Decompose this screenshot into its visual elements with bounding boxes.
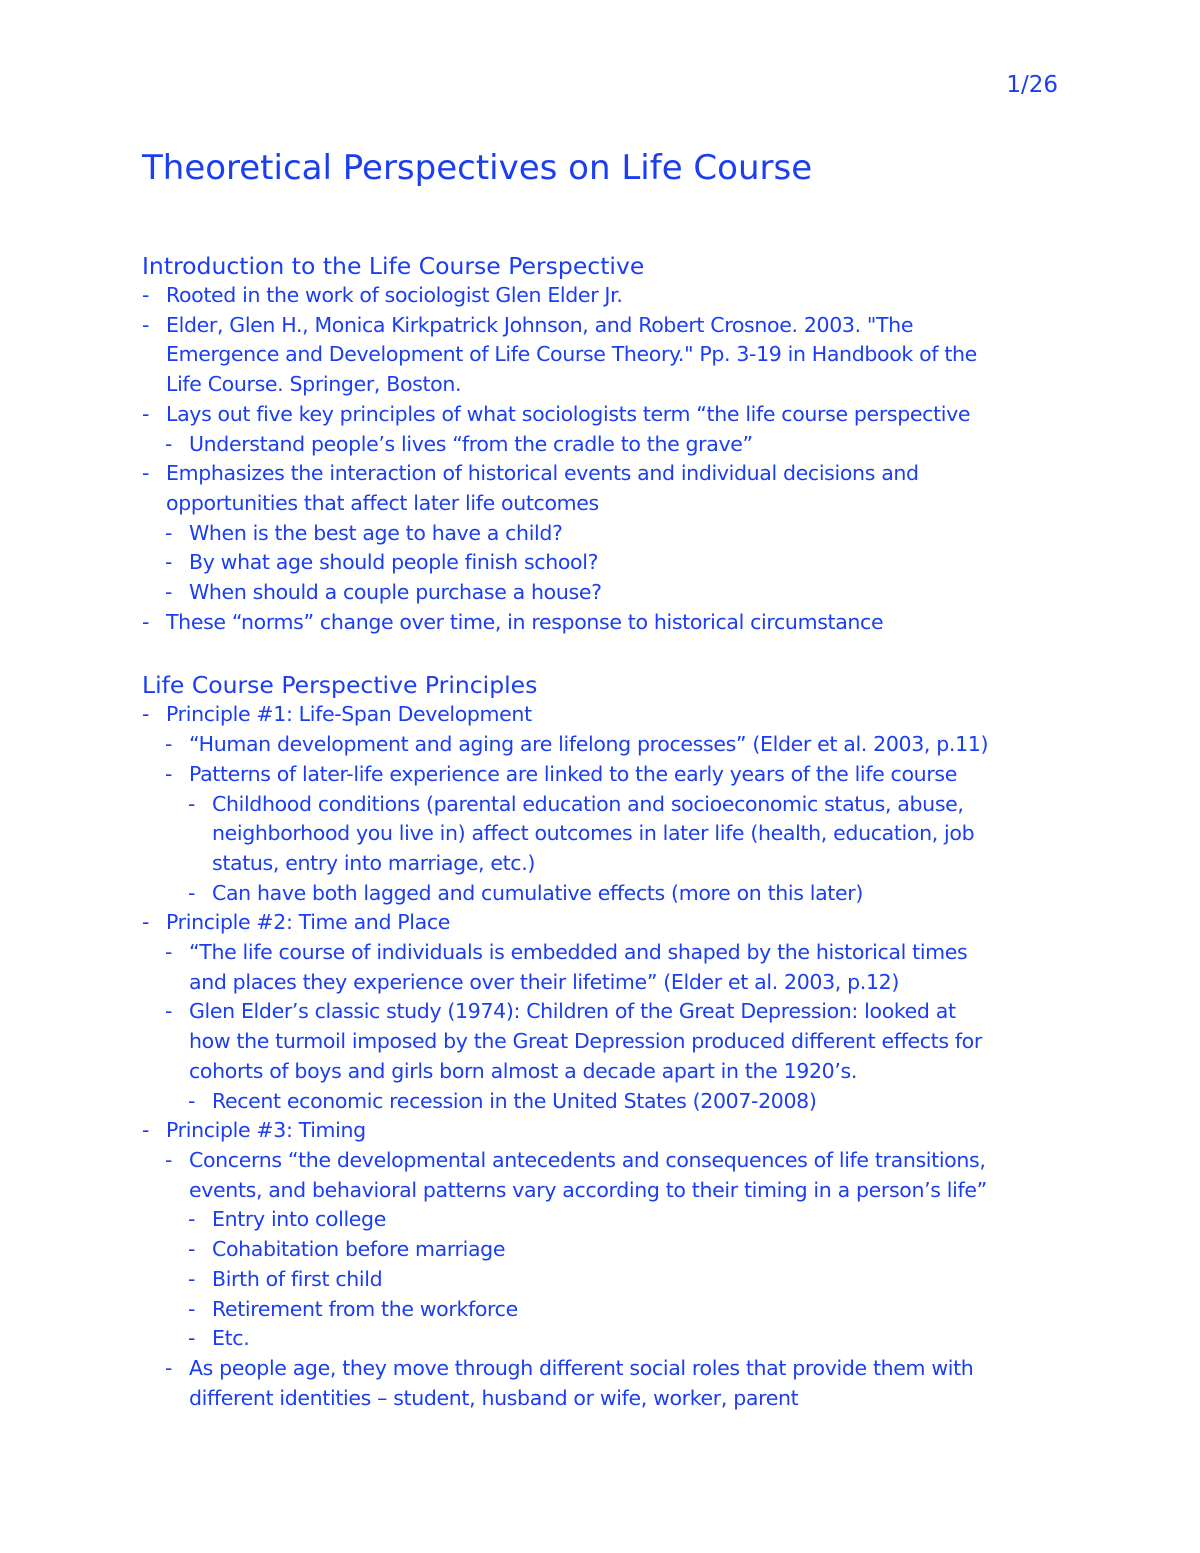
bullet-item (142, 1324, 1062, 1354)
bullet-line: how the turmoil imposed by the Great Depression produced different effects for (189, 1029, 982, 1054)
bullet-line: - Cohabitation before marriage (212, 1237, 506, 1262)
bullet-line: and places they experience over their lifetime” (Elder et al. 2003, p.12) (189, 969, 899, 994)
section-heading: Life Course Perspective Principles (142, 671, 538, 700)
bullet-line: - Birth of first child (212, 1266, 383, 1291)
bullet-line: - By what age should people finish school? (189, 550, 599, 575)
bullet-line: - Etc. (212, 1326, 250, 1351)
bullet-line: - When should a couple purchase a house? (189, 580, 602, 605)
bullet-line: - Elder, Glen H., Monica Kirkpatrick Johnson, and Robert Crosnoe. 2003. "The (166, 312, 914, 337)
bullet-list (142, 700, 1062, 1413)
bullet-item (142, 548, 1062, 578)
bullet-line: events, and behavioral patterns vary according to their timing in a person’s life” (189, 1177, 987, 1202)
bullet-line: - “The life course of individuals is embedded and shaped by the historical times (189, 940, 968, 965)
bullet-line: - Rooted in the work of sociologist Glen Elder Jr. (166, 283, 623, 307)
bullet-line: Life Course. Springer, Boston. (166, 372, 462, 397)
bullet-item (142, 1265, 1062, 1295)
bullet-item (142, 879, 1062, 909)
bullet-line: opportunities that affect later life outcomes (166, 490, 599, 515)
bullet-line: - Understand people’s lives “from the cradle to the grave” (189, 431, 753, 456)
bullet-line: status, entry into marriage, etc.) (212, 850, 536, 875)
bullet-line: Emergence and Development of Life Course Theory." Pp. 3-19 in Handbook of the (166, 342, 977, 367)
bullet-item (142, 700, 1062, 730)
bullet-item (142, 938, 1062, 997)
bullet-item (142, 430, 1062, 460)
bullet-line: cohorts of boys and girls born almost a decade apart in the 1920’s. (189, 1058, 858, 1083)
bullet-line: - When is the best age to have a child? (189, 520, 563, 545)
bullet-line: different identities – student, husband or wife, worker, parent (189, 1385, 799, 1410)
bullet-line: - These “norms” change over time, in response to historical circumstance (166, 609, 884, 634)
bullet-item (142, 1235, 1062, 1265)
bullet-item (142, 760, 1062, 790)
bullet-item (142, 1116, 1062, 1146)
bullet-line: - Childhood conditions (parental education and socioeconomic status, abuse, (212, 791, 964, 816)
bullet-item (142, 281, 1062, 311)
bullet-item (142, 519, 1062, 549)
bullet-line: - Recent economic recession in the United States (2007-2008) (212, 1088, 817, 1113)
bullet-line: - As people age, they move through different social roles that provide them with (189, 1355, 974, 1380)
bullet-line: - Entry into college (212, 1207, 386, 1232)
bullet-item (142, 730, 1062, 760)
bullet-line: - Glen Elder’s classic study (1974): Children of the Great Depression: looked at (189, 999, 956, 1024)
document-body (142, 140, 1062, 1413)
bullet-item (142, 790, 1062, 879)
bullet-item (142, 908, 1062, 938)
bullet-list (142, 281, 1062, 637)
bullet-item (142, 608, 1062, 638)
bullet-line: - Principle #3: Timing (166, 1118, 366, 1143)
bullet-item (142, 1205, 1062, 1235)
bullet-item (142, 1146, 1062, 1205)
bullet-item (142, 1087, 1062, 1117)
bullet-item (142, 459, 1062, 518)
bullet-line: - Lays out five key principles of what sociologists term “the life course perspective (166, 401, 971, 426)
bullet-item (142, 1295, 1062, 1325)
document-title: Theoretical Perspectives on Life Course (142, 148, 813, 188)
bullet-line: - Can have both lagged and cumulative effects (more on this later) (212, 880, 863, 905)
bullet-line: neighborhood you live in) affect outcomes in later life (health, education, job (212, 821, 975, 846)
bullet-line: - Principle #1: Life-Span Development (166, 702, 532, 727)
bullet-item (142, 997, 1062, 1086)
bullet-item (142, 400, 1062, 430)
bullet-line: - Principle #2: Time and Place (166, 910, 451, 935)
bullet-item (142, 1354, 1062, 1413)
bullet-line: - Retirement from the workforce (212, 1296, 518, 1321)
bullet-line: - Emphasizes the interaction of historical events and individual decisions and (166, 461, 919, 486)
page-number: 1/26 (1006, 72, 1058, 98)
section-principles (142, 670, 1062, 1413)
bullet-line: - “Human development and aging are lifelong processes” (Elder et al. 2003, p.11) (189, 732, 989, 757)
section-introduction (142, 251, 1062, 637)
bullet-item (142, 578, 1062, 608)
bullet-item (142, 311, 1062, 400)
bullet-line: - Concerns “the developmental antecedents and consequences of life transitions, (189, 1147, 986, 1172)
bullet-line: - Patterns of later-life experience are linked to the early years of the life course (189, 761, 957, 786)
section-heading: Introduction to the Life Course Perspective (142, 252, 645, 280)
